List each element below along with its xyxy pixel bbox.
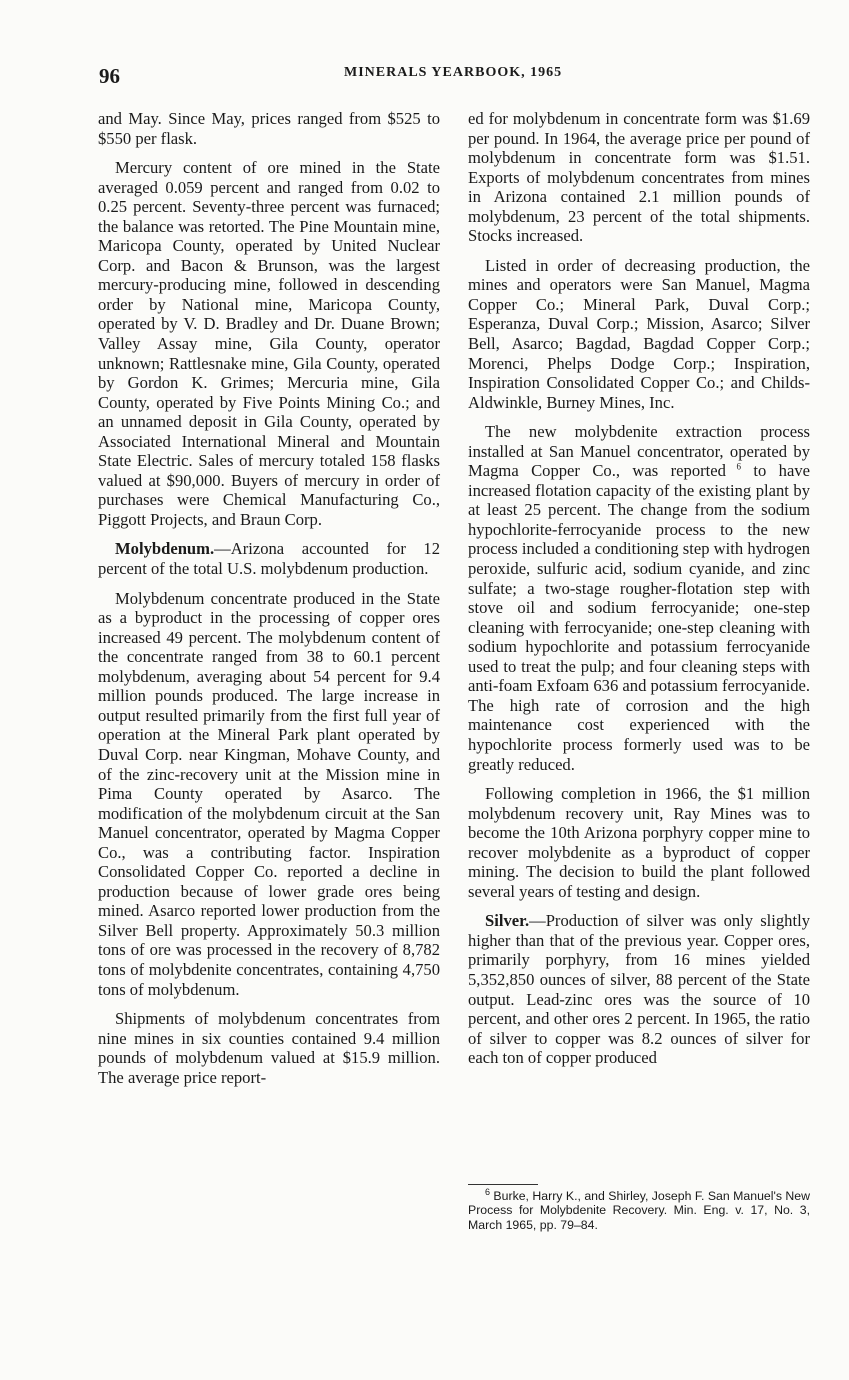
paragraph: Listed in order of decreasing production, the mines and operators were San Manuel, Magma Copper Co.; Mineral Park, Duval Corp.; Esperanza, Duval Corp.; Mission, Asarco; Silver Bell, Asarco; Bagdad, Bagdad Copper Corp.; Morenci, Phelps Dodge Corp.; Inspiration, Inspiration Consolidated Copper Co.; and Childs-Aldwinkle, Burney Mines, Inc.	[468, 255, 810, 412]
paragraph: Molybdenum concentrate produced in the State as a byproduct in the processing of copper ores increased 49 percent. The molybdenum content of the concentrate ranged from 38 to 60.1 percent molybdenum, averaging about 54 percent for 9.4 million pounds produced. The large increase in output resulted primarily from the first full year of operation at the Mineral Park plant operated by Duval Corp. near Kingman, Mohave County, and of the zinc-recovery unit at the Mission mine in Pima County operated by Asarco. The modification of the molybdenum circuit at the San Manuel concentrator, operated by Magma Copper Co., was a contributing factor. Inspiration Consolidated Copper Co. reported a decline in production because of lower grade ores being mined. Asarco reported lower production from the Silver Bell property. Approximately 50.3 million tons of ore was processed in the recovery of 8,782 tons of molybdenite concentrates, containing 4,750 tons of molybdenum.	[98, 588, 440, 999]
section-heading-silver: Silver.	[485, 911, 530, 931]
paragraph	[468, 911, 810, 1067]
paragraph: and May. Since May, prices ranged from $525 to $550 per flask.	[98, 109, 440, 148]
paragraph: Following completion in 1966, the $1 million molybdenum recovery unit, Ray Mines was to become the 10th Arizona porphyry copper mine to recover molybdenite as a byproduct of copper mining. The decision to build the plant followed several years of testing and design.	[468, 784, 810, 901]
paragraph	[468, 422, 810, 774]
right-column	[468, 109, 810, 1078]
paragraph: Mercury content of ore mined in the State averaged 0.059 percent and ranged from 0.02 to 0.25 percent. Seventy-three percent was furnaced; the balance was retorted. The Pine Mountain mine, Maricopa County, operated by United Nuclear Corp. and Bacon & Brunson, was the largest mercury-producing mine, followed in descending order by National mine, Maricopa County, operated by V. D. Bradley and Dr. Duane Brown; Valley Assay mine, Gila County, operator unknown; Rattlesnake mine, Gila County, operated by Gordon K. Grimes; Mercuria mine, Gila County, operated by Five Points Mining Co.; and an unnamed deposit in Gila County, operated by Associated International Mineral and Mountain State Electric. Sales of mercury totaled 158 flasks valued at $90,000. Buyers of mercury in order of purchases were Chemical Manufacturing Co., Piggott Projects, and Braun Corp.	[98, 158, 440, 529]
paragraph-text: —Arizona accounted for 12 percent of the total U.S. molybdenum production.	[98, 539, 440, 579]
paragraph	[98, 539, 440, 578]
section-heading-molybdenum: Molybdenum.	[115, 539, 215, 559]
footnote-marker: 6	[485, 1186, 491, 1197]
left-column	[98, 109, 440, 1097]
footnote-divider	[468, 1184, 538, 1185]
paragraph: Shipments of molybdenum concentrates from nine mines in six counties contained 9.4 million pounds of molybdenum valued at $15.9 million. The average price report-	[98, 1009, 440, 1087]
paragraph-text: —Production of silver was only slightly higher than that of the previous year. Copper ores, primarily porphyry, from 16 mines yielded 5,352,850 ounces of silver, 88 percent of the State output. Lead-zinc ores was the source of 10 percent, and other ores 2 percent. In 1965, the ratio of silver to copper was 8.2 ounces of silver for each ton of copper produced	[468, 911, 810, 1068]
footnote-reference: 6	[736, 461, 741, 472]
paragraph-text: The new molybdenite extraction process installed at San Manuel concentrator, operated by Magma Copper Co., was reported	[468, 422, 810, 481]
page-number: 96	[99, 64, 120, 88]
running-title: MINERALS YEARBOOK, 1965	[344, 65, 563, 80]
paragraph: ed for molybdenum in concentrate form was $1.69 per pound. In 1964, the average price per pound of molybdenum in concentrate form was $1.51. Exports of molybdenum concentrates from mines in Arizona contained 2.1 million pounds of molybdenum, 23 percent of the total shipments. Stocks increased.	[468, 109, 810, 246]
paragraph-text: to have increased flotation capacity of the existing plant by at least 25 percent. The change from the sodium hypochlorite-ferrocyanide process to the new process included a conditioning step with hydrogen peroxide, sulfuric acid, sodium cyanide, and zinc sulfate; a two-stage rougher-flotation step with stove oil and sodium ferrocyanide; one-step cleaning with ferrocyanide; one-step cleaning with sodium hypochlorite and potassium ferrocyanide used to treat the pulp; and four cleaning steps with anti-foam Exfoam 636 and potassium ferrocyanide. The high rate of corrosion and the high maintenance cost experienced with the hypochlorite process formerly used was to be greatly reduced.	[468, 461, 811, 774]
footnote-text: Burke, Harry K., and Shirley, Joseph F. San Manuel's New Process for Molybdenite Recovery. Min. Eng. v. 17, No. 3, March 1965, pp. 79–84.	[468, 1189, 810, 1232]
footnote	[468, 1186, 810, 1232]
